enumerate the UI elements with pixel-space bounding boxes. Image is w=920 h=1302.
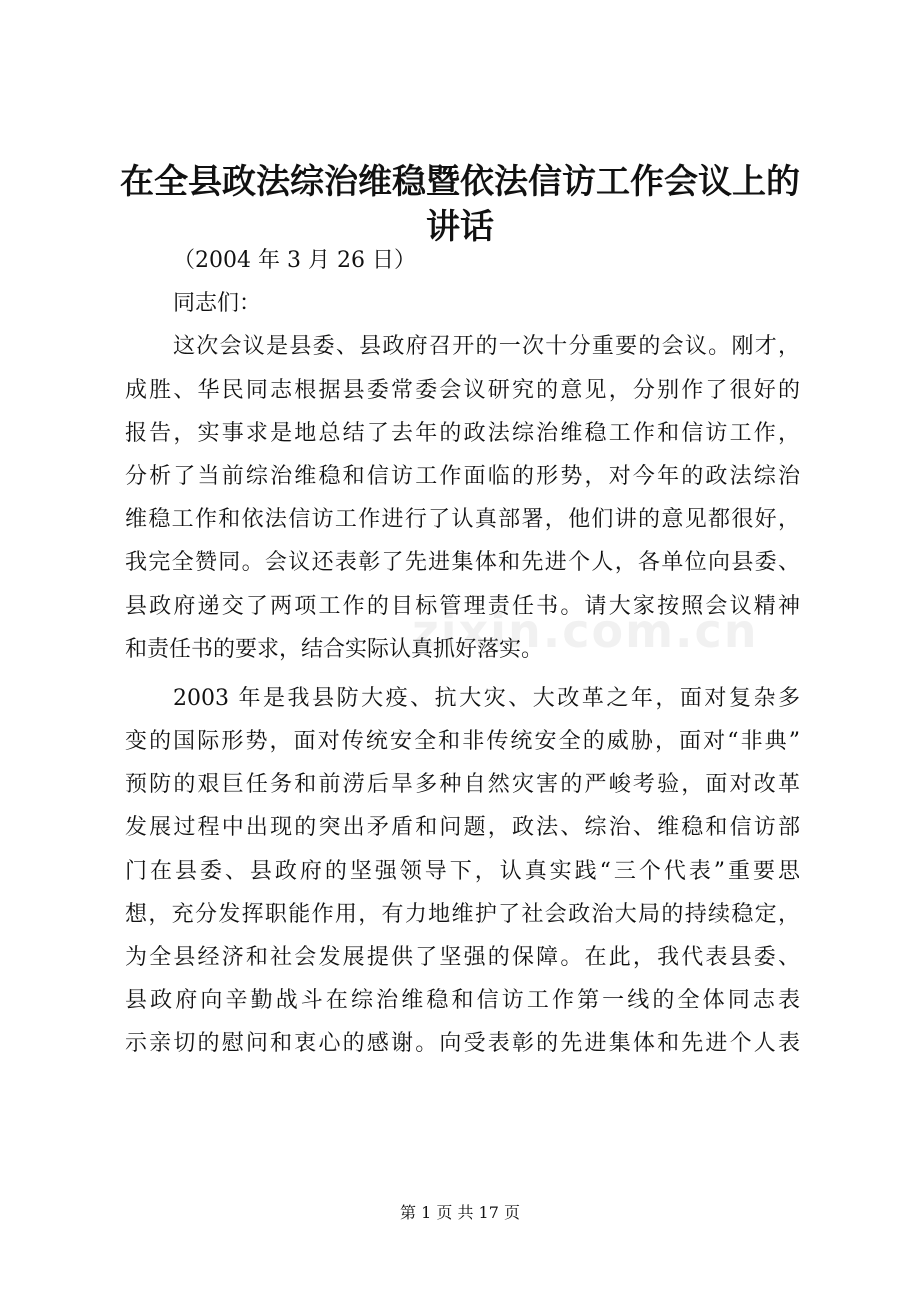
paragraph-line: 示亲切的慰问和衷心的感谢。向受表彰的先进集体和先进个人表 xyxy=(125,1031,800,1057)
paragraph-line: 想，充分发挥职能作用，有力地维护了社会政治大局的持续稳定， xyxy=(125,901,800,927)
paragraph-line: 预防的艰巨任务和前涝后旱多种自然灾害的严峻考验，面对改革 xyxy=(125,772,800,798)
document-date: （2004 年 3 月 26 日） xyxy=(173,248,416,273)
document-body xyxy=(125,239,800,1066)
paragraph-line: 维稳工作和依法信访工作进行了认真部署，他们讲的意见都很好， xyxy=(125,507,800,533)
paragraph-line: 报告，实事求是地总结了去年的政法综治维稳工作和信访工作， xyxy=(125,420,800,446)
paragraph-1 xyxy=(125,325,800,671)
salutation: 同志们： xyxy=(173,291,262,317)
paragraph-line: 县政府递交了两项工作的目标管理责任书。请大家按照会议精神 xyxy=(125,593,800,619)
paragraph-line: 县政府向辛勤战斗在综治维稳和信访工作第一线的全体同志表 xyxy=(125,988,800,1014)
paragraph-2 xyxy=(125,677,800,1066)
paragraph-line: 分析了当前综治维稳和信访工作面临的形势，对今年的政法综治 xyxy=(125,463,800,489)
watermark: zixin.com.cn xyxy=(412,604,759,658)
paragraph-line: 为全县经济和社会发展提供了坚强的保障。在此，我代表县委、 xyxy=(125,945,800,970)
paragraph-line: 成胜、华民同志根据县委常委会议研究的意见，分别作了很好的 xyxy=(125,377,800,403)
title-line-2: 讲话 xyxy=(426,207,494,247)
document-title xyxy=(110,160,810,250)
paragraph-line: 变的国际形势，面对传统安全和非传统安全的威胁，面对“非典” xyxy=(125,729,800,755)
paragraph-line: 和责任书的要求，结合实际认真抓好落实。 xyxy=(125,636,544,662)
page-number-footer: 第 1 页 共 17 页 xyxy=(400,1203,520,1222)
paragraph-line: 发展过程中出现的突出矛盾和问题，政法、综治、维稳和信访部 xyxy=(125,815,800,841)
title-line-1: 在全县政法综治维稳暨依法信访工作会议上的 xyxy=(120,162,800,202)
paragraph-line: 我完全赞同。会议还表彰了先进集体和先进个人，各单位向县委、 xyxy=(125,550,800,576)
paragraph-line: 门在县委、县政府的坚强领导下，认真实践“三个代表”重要思 xyxy=(125,858,800,884)
paragraph-line: 这次会议是县委、县政府召开的一次十分重要的会议。刚才， xyxy=(173,334,800,360)
paragraph-line: 2003 年是我县防大疫、抗大灾、大改革之年，面对复杂多 xyxy=(173,685,800,711)
